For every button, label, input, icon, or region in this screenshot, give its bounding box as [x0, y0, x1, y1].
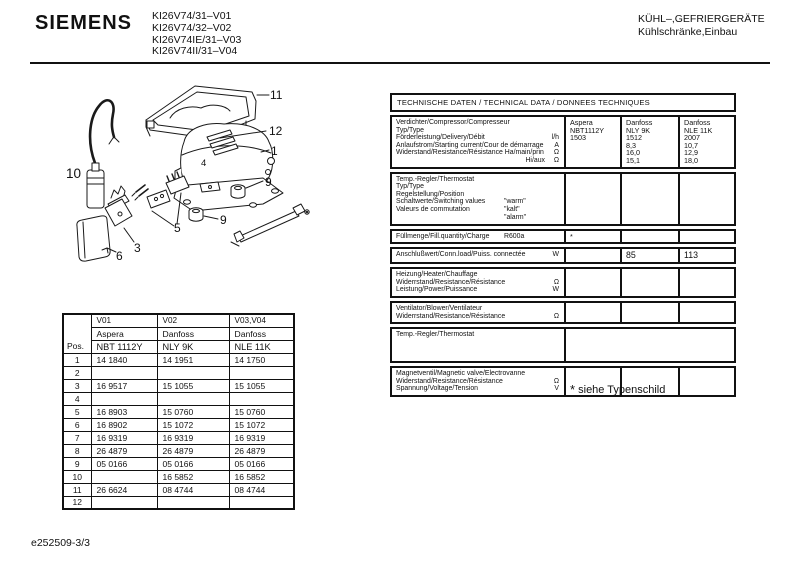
- tech-value-col-v03: [678, 368, 734, 395]
- tech-unit: Ω: [553, 312, 559, 320]
- table-row: [63, 431, 294, 444]
- tech-value-col-v02: [620, 303, 678, 322]
- col-header-brand: Aspera: [91, 327, 157, 340]
- part-number: 15 1072: [157, 418, 229, 431]
- tech-label: Heizung/Heater/Chauffage: [396, 271, 478, 279]
- part-number: [229, 392, 294, 405]
- category-line: Kühlschränke,Einbau: [638, 25, 738, 38]
- tech-label: Schaltwerte/Switching values: [396, 198, 486, 206]
- tech-labels: [392, 231, 564, 243]
- part-number: [157, 392, 229, 405]
- tech-unit: Ω: [553, 149, 559, 157]
- table-row: [63, 418, 294, 431]
- tech-value: 2007: [684, 133, 700, 143]
- table-row: [63, 496, 294, 509]
- col-header-variant: V02: [157, 314, 229, 327]
- footnote: [570, 382, 665, 397]
- table-row: [63, 392, 294, 405]
- part-number: 16 5852: [229, 470, 294, 483]
- part-number: 16 9319: [91, 431, 157, 444]
- tech-block-heater: [390, 267, 736, 298]
- tech-unit: A: [554, 141, 559, 149]
- tech-value: Danfoss: [684, 118, 711, 127]
- pos-number: 2: [63, 366, 91, 379]
- parts-table: [62, 313, 295, 510]
- part-number: 26 4879: [229, 444, 294, 457]
- table-row: [63, 353, 294, 366]
- tech-unit: Ω: [553, 278, 559, 286]
- tech-label: Förderleistung/Delivery/Débit: [396, 134, 485, 142]
- col-header-model: NBT 1112Y: [91, 340, 157, 353]
- tech-value: Aspera: [570, 118, 593, 127]
- col-header-variant: V01: [91, 314, 157, 327]
- part-number: 14 1840: [91, 353, 157, 366]
- tech-label: Widerstand/Resistance/Résistance: [396, 377, 503, 385]
- pos-number: 9: [63, 457, 91, 470]
- tech-label: Leistung/Power/Puissance: [396, 286, 478, 294]
- model-line: KI26V74II/31–V04: [152, 45, 238, 58]
- tech-block-compressor: [390, 115, 736, 169]
- tech-labels: [392, 249, 564, 262]
- footnote-text: siehe Typenschild: [578, 384, 666, 396]
- tech-label: Anschlußwert/Conn.load/Puiss. connectée: [396, 251, 526, 259]
- model-line: KI26V74IE/31–V03: [152, 33, 242, 46]
- tech-value-col-v01: [564, 117, 620, 167]
- tech-labels: [392, 303, 564, 322]
- document-number: e252509-3/3: [31, 537, 90, 549]
- pos-number: 11: [63, 483, 91, 496]
- part-number: [157, 366, 229, 379]
- tech-label: Typ/Type: [396, 183, 424, 191]
- exploded-parts-diagram: [50, 80, 330, 318]
- table-row: [63, 379, 294, 392]
- tech-value: 12,9: [684, 148, 698, 158]
- tech-value-col-v01: [564, 174, 620, 224]
- tech-value: 113: [684, 250, 699, 261]
- tech-value: NLY 9K: [626, 125, 651, 135]
- part-number: 16 8903: [91, 405, 157, 418]
- tech-label: Anlaufstrom/Starting current/Cour de démarrage: [396, 141, 544, 149]
- tech-label: Magnetventil/Magnetic valve/Electrovanne: [396, 370, 526, 378]
- part-number: 26 4879: [157, 444, 229, 457]
- part-number: 15 1055: [157, 379, 229, 392]
- pos-number: 1: [63, 353, 91, 366]
- tech-label: Valeurs de commutation: [396, 205, 470, 213]
- tech-label: Typ/Type: [396, 126, 424, 134]
- part-number: 14 1951: [157, 353, 229, 366]
- callout-5: 5: [174, 221, 181, 235]
- parts-header-brand-row: [63, 327, 294, 340]
- tech-unit: W: [552, 251, 559, 259]
- model-list: [152, 11, 241, 58]
- tech-value-col-v03: [678, 231, 734, 243]
- tech-label: Regelstellung/Position: [396, 190, 465, 198]
- header-divider: [30, 62, 770, 64]
- tech-unit: l/h: [551, 134, 559, 142]
- table-row: [63, 444, 294, 457]
- pos-number: 7: [63, 431, 91, 444]
- tech-value: [626, 233, 678, 241]
- tech-labels: [392, 368, 564, 395]
- technical-data-table: [390, 93, 736, 400]
- callout-3: 3: [134, 241, 141, 255]
- part-number: [229, 496, 294, 509]
- callout-10: 10: [66, 166, 82, 181]
- tech-value-col-v02: [620, 174, 678, 224]
- refrigerant-type: R600a: [504, 232, 525, 240]
- tech-label: Verdichter/Compressor/Compresseur: [396, 119, 510, 126]
- tech-value-col-v02: [620, 249, 678, 262]
- asterisk: *: [570, 382, 576, 397]
- tech-value: 10,7: [684, 140, 698, 150]
- appliance-category: [638, 13, 765, 38]
- tech-switch-value: "alarm": [504, 213, 527, 221]
- tech-value: 1503: [570, 133, 586, 143]
- tech-value: [684, 233, 734, 241]
- part-number: [91, 392, 157, 405]
- tech-label: Widerrstand/Resistance/Résistance: [396, 278, 506, 286]
- part-number: 15 1055: [229, 379, 294, 392]
- tech-value: 8,3: [626, 140, 636, 150]
- pos-number: 3: [63, 379, 91, 392]
- part-number: 14 1750: [229, 353, 294, 366]
- callout-4: 4: [201, 158, 207, 169]
- table-row: [63, 470, 294, 483]
- mounting-rail-drawing: [231, 204, 309, 246]
- part-number: 16 9319: [229, 431, 294, 444]
- tech-value: [570, 251, 620, 259]
- col-header-brand: Danfoss: [157, 327, 229, 340]
- tech-value-col-v02: [620, 269, 678, 296]
- model-line: KI26V74/31–V01: [152, 10, 232, 22]
- part-number: 16 8902: [91, 418, 157, 431]
- pos-number: 4: [63, 392, 91, 405]
- tech-unit: W: [552, 286, 559, 294]
- tech-value-col-v01: [564, 269, 620, 296]
- part-number: 16 9319: [157, 431, 229, 444]
- tech-label: Widerrstand/Resistance/Résistance: [396, 312, 506, 320]
- tech-value-col-v03: [678, 303, 734, 322]
- tech-label: Widerstand/Resistance/Résistance Ha/main/prin: [396, 149, 544, 157]
- tech-value-col-v01: [564, 303, 620, 322]
- part-number: [91, 496, 157, 509]
- part-number: 08 4744: [229, 483, 294, 496]
- callout-9b: 9: [220, 213, 227, 227]
- tech-block-refrigerant: [390, 229, 736, 245]
- part-number: 05 0166: [229, 457, 294, 470]
- tech-unit: Ω: [553, 377, 559, 385]
- table-row: [63, 457, 294, 470]
- part-number: 26 4879: [91, 444, 157, 457]
- col-header-brand: Danfoss: [229, 327, 294, 340]
- tech-labels: [392, 269, 564, 296]
- pos-number: 12: [63, 496, 91, 509]
- compressor-assembly-drawing: [50, 80, 330, 318]
- tech-label: Hi/aux: [525, 156, 545, 164]
- tech-value-col-v01: [564, 231, 620, 243]
- parts-header-variant-row: [63, 314, 294, 327]
- pos-number: 10: [63, 470, 91, 483]
- tech-unit: Ω: [553, 156, 559, 164]
- tech-label: Füllmenge/Fill.quantity/Charge: [396, 232, 490, 240]
- tech-block-thermostat-2: [390, 327, 736, 363]
- table-row: [63, 366, 294, 379]
- part-number: 05 0166: [91, 457, 157, 470]
- part-number: 15 1072: [229, 418, 294, 431]
- tech-value: 15,1: [626, 155, 640, 165]
- tech-switch-value: "warm": [504, 198, 526, 206]
- callout-9a: 9: [265, 175, 272, 189]
- relay-cover-drawing: [77, 216, 110, 261]
- part-number: 16 9517: [91, 379, 157, 392]
- model-line: KI26V74/32–V02: [152, 21, 232, 34]
- pos-number: 8: [63, 444, 91, 457]
- table-row: [63, 483, 294, 496]
- col-header-model: NLY 9K: [157, 340, 229, 353]
- tech-value-col-v02: [620, 117, 678, 167]
- tech-title-box: [390, 93, 736, 112]
- tech-title: TECHNISCHE DATEN / TECHNICAL DATA / DONNEES TECHNIQUES: [397, 98, 650, 107]
- tech-block-connected-load: [390, 247, 736, 264]
- tech-value-merged: [564, 329, 734, 361]
- tech-value: 16,0: [626, 148, 640, 158]
- tech-value: NLE 11K: [684, 125, 713, 135]
- tech-label: Temp.-Regler/Thermostat: [396, 331, 475, 339]
- tech-unit: V: [554, 385, 559, 393]
- col-header-model: NLE 11K: [229, 340, 294, 353]
- table-row: [63, 405, 294, 418]
- part-number: 16 5852: [157, 470, 229, 483]
- tech-labels: [392, 174, 564, 224]
- callout-1: 1: [271, 144, 278, 158]
- tech-labels: [392, 117, 564, 167]
- part-number: 26 6624: [91, 483, 157, 496]
- callout-11: 11: [270, 88, 283, 102]
- tech-value-col-v01: [564, 249, 620, 262]
- pos-number: 6: [63, 418, 91, 431]
- relay-drawing: [105, 186, 132, 226]
- part-number: [157, 496, 229, 509]
- tech-switch-value: "kalt": [504, 205, 520, 213]
- tech-label: Ventilator/Blower/Ventilateur: [396, 304, 483, 312]
- tech-value-col-v03: [678, 249, 734, 262]
- parts-header-model-row: [63, 340, 294, 353]
- tech-labels: [392, 329, 564, 361]
- tech-value: 85: [626, 250, 636, 261]
- tech-label: Temp.-Regler/Thermostat: [396, 175, 475, 183]
- tech-value: 1512: [626, 133, 642, 143]
- pos-header: Pos.: [63, 314, 91, 353]
- tech-value: Danfoss: [626, 118, 653, 127]
- siemens-logo: SIEMENS: [35, 12, 133, 34]
- part-number: [229, 366, 294, 379]
- tech-block-thermostat: [390, 172, 736, 226]
- pos-number: 5: [63, 405, 91, 418]
- part-number: [91, 470, 157, 483]
- part-number: [91, 366, 157, 379]
- tech-value-col-v02: [620, 231, 678, 243]
- tech-value-col-v03: [678, 174, 734, 224]
- tech-value: *: [570, 231, 573, 241]
- tech-value-col-v03: [678, 117, 734, 167]
- part-number: 15 0760: [157, 405, 229, 418]
- part-number: 15 0760: [229, 405, 294, 418]
- category-line: KÜHL–,GEFRIERGERÄTE: [638, 13, 765, 25]
- callout-6: 6: [116, 249, 123, 263]
- col-header-variant: V03,V04: [229, 314, 294, 327]
- tech-value-col-v03: [678, 269, 734, 296]
- tech-label: Spannung/Voltage/Tension: [396, 385, 478, 393]
- part-number: 05 0166: [157, 457, 229, 470]
- part-number: 08 4744: [157, 483, 229, 496]
- tech-block-blower: [390, 301, 736, 324]
- tech-value: 18,0: [684, 155, 698, 165]
- tech-block-magnetic-valve: [390, 366, 736, 397]
- callout-12: 12: [269, 124, 283, 138]
- tech-value: NBT1112Y: [570, 125, 605, 135]
